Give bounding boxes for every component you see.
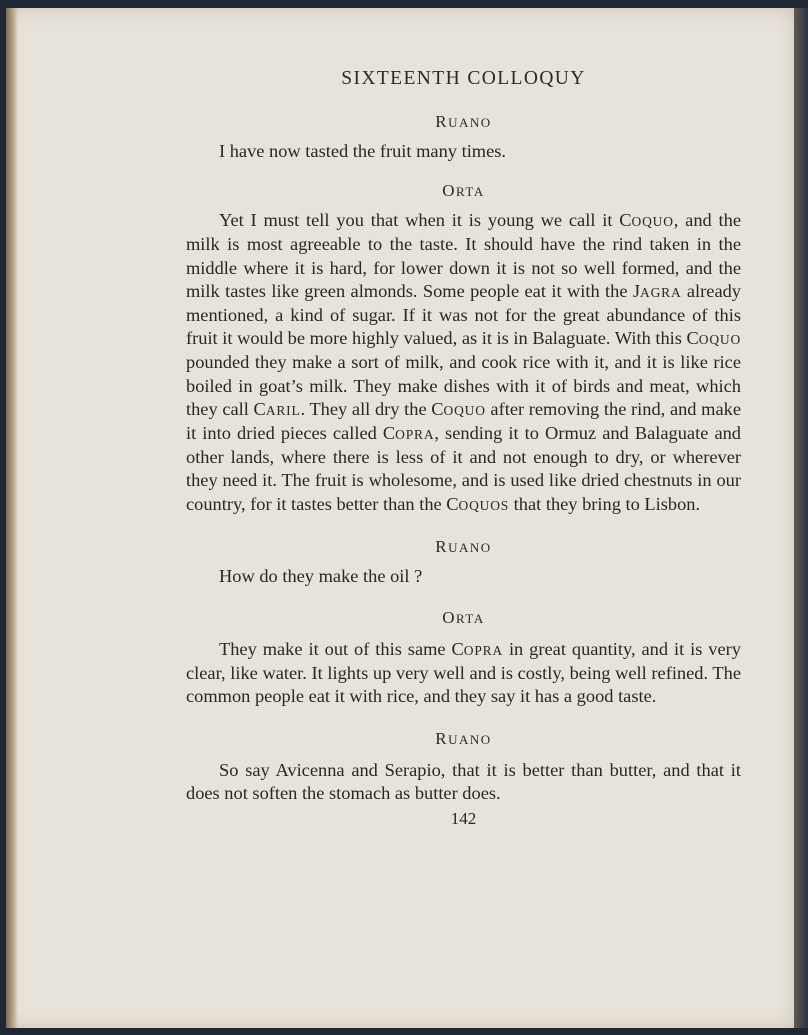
speech-ruano-3: So say Avicenna and Serapio, that it is better than butter, and that it does not soften the stomach as butter does. [186,759,741,803]
page-number: 142 [450,809,477,829]
book-page [6,8,794,1028]
page-gutter [6,8,18,1028]
speech-ruano-2: How do they make the oil ? [219,565,423,586]
cover-edge [794,8,808,1028]
running-header: SIXTEENTH COLLOQUY [341,68,586,89]
speaker-orta: ORTA [442,181,485,201]
speech-ruano-1: I have now tasted the fruit many times. [219,141,507,161]
speaker-orta: ORTA [442,608,485,628]
speech-orta-2: They make it out of this same COPRA in great quantity, and it is very clear, like water. It lights up very well and is costly, being well refined. The common people eat it with rice, and they say it has a good taste. [186,639,741,707]
speaker-ruano: RUANO [435,536,492,556]
speaker-ruano: RUANO [435,112,492,131]
speaker-ruano: RUANO [435,728,492,748]
speech-orta-1: Yet I must tell you that when it is young we call it COQUO, and the milk is most agreeable to the taste. It should have the rind taken in the middle where it is hard, for lower down it is not so well formed, and the milk tastes like green almonds. Some people eat it with the JAGRA already mentioned, a kind of sugar. If it was not for the great abundance of this fruit it would be more highly valued, as it is in Balaguate. With this COQUO pounded they make a sort of milk, and cook rice with it, and it is like rice boiled in goat’s milk. They make dishes with it of birds and meat, which they call CARIL. They all dry the COQUO after removing the rind, and make it into dried pieces called COPRA, sending it to Ormuz and Balaguate and other lands, where there is less of it and not enough to dry, or wherever they need it. The fruit is wholesome, and is used like dried chestnuts in our country, for it tastes better than the COQUOS that they bring to Lisbon. [186,210,741,514]
page-content [186,68,741,829]
